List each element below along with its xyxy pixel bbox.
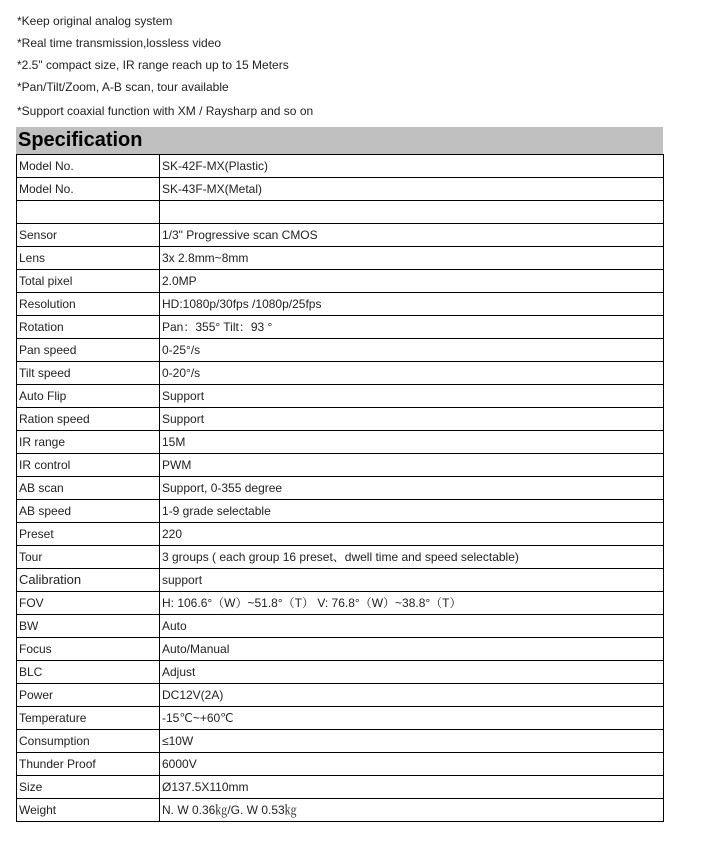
feature-item: *2.5" compact size, IR range reach up to 15 Meters bbox=[17, 58, 289, 72]
spec-value: 1/3" Progressive scan CMOS bbox=[160, 224, 664, 247]
table-row bbox=[17, 477, 664, 500]
spec-value: 15M bbox=[160, 431, 664, 454]
spec-key: Lens bbox=[17, 247, 160, 270]
spec-key: Temperature bbox=[17, 707, 160, 730]
spec-key: Size bbox=[17, 776, 160, 799]
spec-value: SK-43F-MX(Metal) bbox=[160, 178, 664, 201]
feature-list bbox=[17, 10, 677, 122]
spec-value: Ø137.5X110mm bbox=[160, 776, 664, 799]
spec-key bbox=[17, 201, 160, 224]
spec-value: Adjust bbox=[160, 661, 664, 684]
spec-value: 6000V bbox=[160, 753, 664, 776]
spec-value: 3x 2.8mm~8mm bbox=[160, 247, 664, 270]
spec-header-bar bbox=[16, 127, 663, 154]
spec-key: Pan speed bbox=[17, 339, 160, 362]
spec-value: 3 groups ( each group 16 preset、dwell time and speed selectable) bbox=[160, 546, 664, 569]
spec-value: HD:1080p/30fps /1080p/25fps bbox=[160, 293, 664, 316]
spec-key: BW bbox=[17, 615, 160, 638]
spec-key: Auto Flip bbox=[17, 385, 160, 408]
table-row bbox=[17, 799, 664, 822]
spec-key: Consumption bbox=[17, 730, 160, 753]
spec-value: Support bbox=[160, 408, 664, 431]
spec-key: Preset bbox=[17, 523, 160, 546]
spec-value: Pan：355° Tilt：93 ° bbox=[160, 316, 664, 339]
spec-value: H: 106.6°（W）~51.8°（T） V: 76.8°（W）~38.8°（T） bbox=[160, 592, 664, 615]
spec-value: Support bbox=[160, 385, 664, 408]
spec-table bbox=[16, 154, 664, 822]
spec-key: IR range bbox=[17, 431, 160, 454]
spec-key: AB speed bbox=[17, 500, 160, 523]
spec-value: Support, 0-355 degree bbox=[160, 477, 664, 500]
feature-item: *Pan/Tilt/Zoom, A-B scan, tour available bbox=[17, 80, 229, 94]
spec-key: Model No. bbox=[17, 155, 160, 178]
spec-value: -15℃~+60℃ bbox=[160, 707, 664, 730]
feature-item: *Keep original analog system bbox=[17, 14, 173, 28]
spec-value: Auto bbox=[160, 615, 664, 638]
table-row bbox=[17, 201, 664, 224]
table-row bbox=[17, 592, 664, 615]
spec-key: AB scan bbox=[17, 477, 160, 500]
table-row bbox=[17, 316, 664, 339]
spec-key: Tour bbox=[17, 546, 160, 569]
table-row bbox=[17, 431, 664, 454]
spec-key: Ration speed bbox=[17, 408, 160, 431]
table-row bbox=[17, 569, 664, 592]
spec-value: DC12V(2A) bbox=[160, 684, 664, 707]
spec-key: Model No. bbox=[17, 178, 160, 201]
spec-value: ≤10W bbox=[160, 730, 664, 753]
spec-value: 2.0MP bbox=[160, 270, 664, 293]
table-row bbox=[17, 615, 664, 638]
table-row bbox=[17, 546, 664, 569]
spec-value bbox=[160, 201, 664, 224]
spec-key: IR control bbox=[17, 454, 160, 477]
table-row bbox=[17, 270, 664, 293]
spec-key: Thunder Proof bbox=[17, 753, 160, 776]
spec-value: SK-42F-MX(Plastic) bbox=[160, 155, 664, 178]
spec-title: Specification bbox=[18, 129, 143, 151]
spec-key: Power bbox=[17, 684, 160, 707]
table-row bbox=[17, 638, 664, 661]
spec-key: FOV bbox=[17, 592, 160, 615]
table-row bbox=[17, 178, 664, 201]
table-row bbox=[17, 293, 664, 316]
table-row bbox=[17, 224, 664, 247]
table-row bbox=[17, 454, 664, 477]
spec-value: 0-25°/s bbox=[160, 339, 664, 362]
spec-key: Sensor bbox=[17, 224, 160, 247]
spec-value: support bbox=[160, 569, 664, 592]
feature-item: *Support coaxial function with XM / Raysharp and so on bbox=[17, 104, 314, 118]
spec-key: Total pixel bbox=[17, 270, 160, 293]
table-row bbox=[17, 661, 664, 684]
table-row bbox=[17, 339, 664, 362]
table-row bbox=[17, 707, 664, 730]
table-row bbox=[17, 753, 664, 776]
spec-value: Auto/Manual bbox=[160, 638, 664, 661]
spec-value: PWM bbox=[160, 454, 664, 477]
spec-key: Calibration bbox=[17, 569, 160, 592]
spec-value: 0-20°/s bbox=[160, 362, 664, 385]
spec-key: Tilt speed bbox=[17, 362, 160, 385]
table-row bbox=[17, 385, 664, 408]
spec-key: Rotation bbox=[17, 316, 160, 339]
table-row bbox=[17, 523, 664, 546]
table-row bbox=[17, 684, 664, 707]
spec-value: 1-9 grade selectable bbox=[160, 500, 664, 523]
feature-item: *Real time transmission,lossless video bbox=[17, 36, 222, 50]
table-row bbox=[17, 155, 664, 178]
spec-key: BLC bbox=[17, 661, 160, 684]
table-row bbox=[17, 408, 664, 431]
table-row bbox=[17, 500, 664, 523]
spec-value: N. W 0.36㎏/G. W 0.53㎏ bbox=[160, 799, 664, 822]
table-row bbox=[17, 730, 664, 753]
spec-key: Resolution bbox=[17, 293, 160, 316]
table-row bbox=[17, 776, 664, 799]
spec-value: 220 bbox=[160, 523, 664, 546]
table-row bbox=[17, 247, 664, 270]
spec-key: Focus bbox=[17, 638, 160, 661]
table-row bbox=[17, 362, 664, 385]
spec-key: Weight bbox=[17, 799, 160, 822]
